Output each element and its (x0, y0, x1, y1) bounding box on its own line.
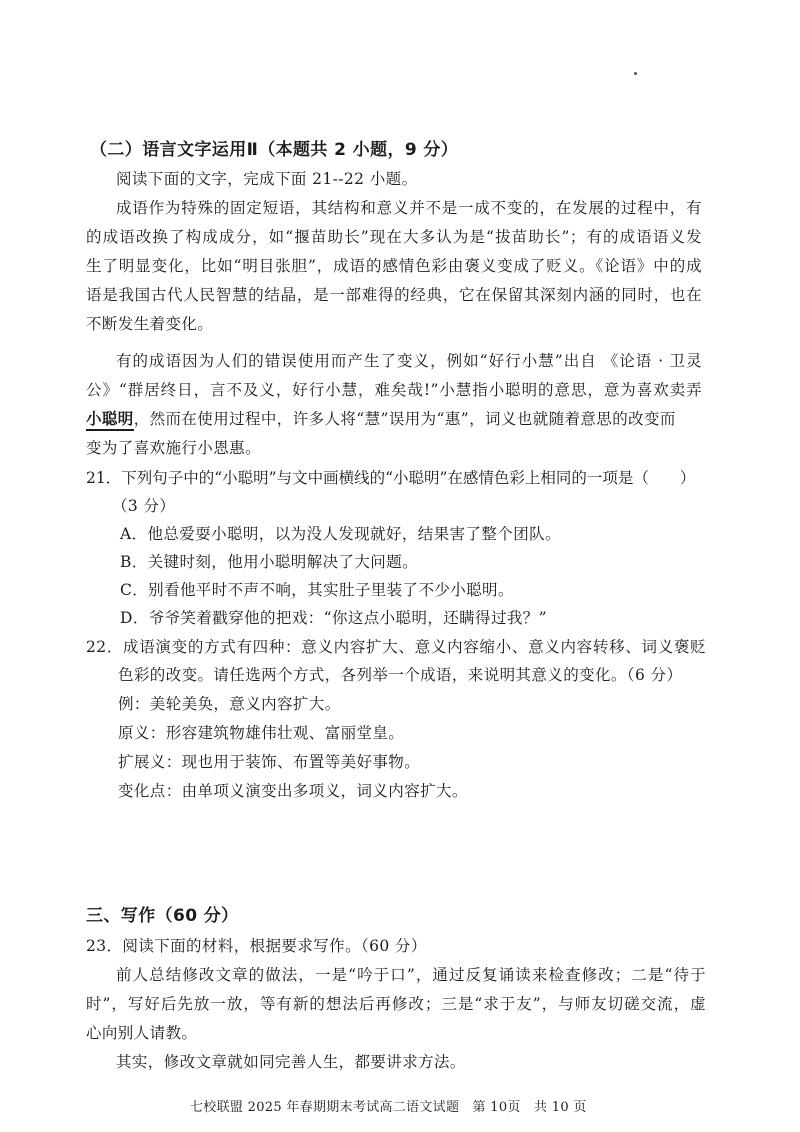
q21-option-c: C．别看他平时不声不响，其实肚子里装了不少小聪明。 (120, 581, 514, 599)
passage-line: 变为了喜欢施行小恩惠。 (86, 439, 261, 457)
section-2-instruction: 阅读下面的文字，完成下面 21--22 小题。 (116, 170, 418, 188)
passage-line-rest: ，然而在使用过程中，许多人将“慧”误用为“惠”，词义也就随着意思的改变而 (133, 410, 676, 428)
q23-stem: 23．阅读下面的材料，根据要求写作。（60 分） (86, 937, 427, 955)
q22-stem: 22．成语演变的方式有四种：意义内容扩大、意义内容缩小、意义内容转移、词义褒贬 (86, 638, 706, 656)
underlined-term: 小聪明 (86, 410, 134, 431)
page-footer: 七校联盟 2025 年春期期末考试高二语文试题 第 10页 共 10 页 (190, 1100, 587, 1115)
passage-line: 成语作为特殊的固定短语，其结构和意义并不是一成不变的，在发展的过程中，有 (116, 199, 702, 217)
passage-line: 有的成语因为人们的错误使用而产生了变义，例如“好行小慧”出自 《论语 · 卫灵 (116, 352, 702, 370)
q21-option-d: D．爷爷笑着戳穿他的把戏：“你这点小聪明，还瞒得过我？” (120, 609, 547, 627)
material-line: 时”，写好后先放一放，等有新的想法后再修改；三是“求于友”，与师友切磋交流，虚 (86, 995, 706, 1013)
scan-speck (634, 72, 637, 75)
q22-example-line: 原义：形容建筑物雄伟壮观、富丽堂皇。 (118, 724, 405, 742)
passage-line: 语是我国古代人民智慧的结晶，是一部难得的经典，它在保留其深刻内涵的同时，也在 (86, 286, 702, 304)
q21-score: （3 分） (112, 497, 176, 515)
section-2-heading: （二）语言文字运用Ⅱ（本题共 2 小题，9 分） (90, 140, 459, 160)
q22-stem-cont: 色彩的改变。请任选两个方式，各列举一个成语，来说明其意义的变化。（6 分） (118, 666, 683, 684)
q21-stem: 21．下列句子中的“小聪明”与文中画横线的“小聪明”在感情色彩上相同的一项是（ ） (86, 469, 696, 487)
q21-option-a: A．他总爱耍小聪明，以为没人发现就好，结果害了整个团队。 (120, 525, 561, 543)
material-closing-line: 其实，修改文章就如同完善人生，都要讲求方法。 (116, 1053, 466, 1071)
passage-line: 不断发生着变化。 (86, 315, 214, 333)
material-line: 前人总结修改文章的做法，一是“吟于口”，通过反复诵读来检查修改；二是“待于 (116, 966, 706, 984)
passage-line: 公》“群居终日，言不及义，好行小慧，难矣哉!”小慧指小聪明的意思，意为喜欢卖弄 (86, 381, 702, 399)
q22-example-line: 扩展义：现也用于装饰、布置等美好事物。 (118, 753, 421, 771)
material-line: 心向别人请教。 (86, 1024, 198, 1042)
passage-line: 的成语改换了构成成分，如“揠苗助长”现在大多认为是“拔苗助长”；有的成语语义发 (86, 228, 702, 246)
q21-option-b: B．关键时刻，他用小聪明解决了大问题。 (120, 553, 418, 571)
q22-example-line: 例：美轮美奂，意义内容扩大。 (118, 695, 341, 713)
section-3-heading: 三、写作（60 分） (86, 906, 239, 926)
passage-line: 生了明显变化，比如“明目张胆”，成语的感情色彩由褒义变成了贬义。《论语》中的成 (86, 257, 702, 275)
passage-line (86, 409, 676, 429)
q22-example-line: 变化点：由单项义演变出多项义，词义内容扩大。 (118, 782, 468, 800)
